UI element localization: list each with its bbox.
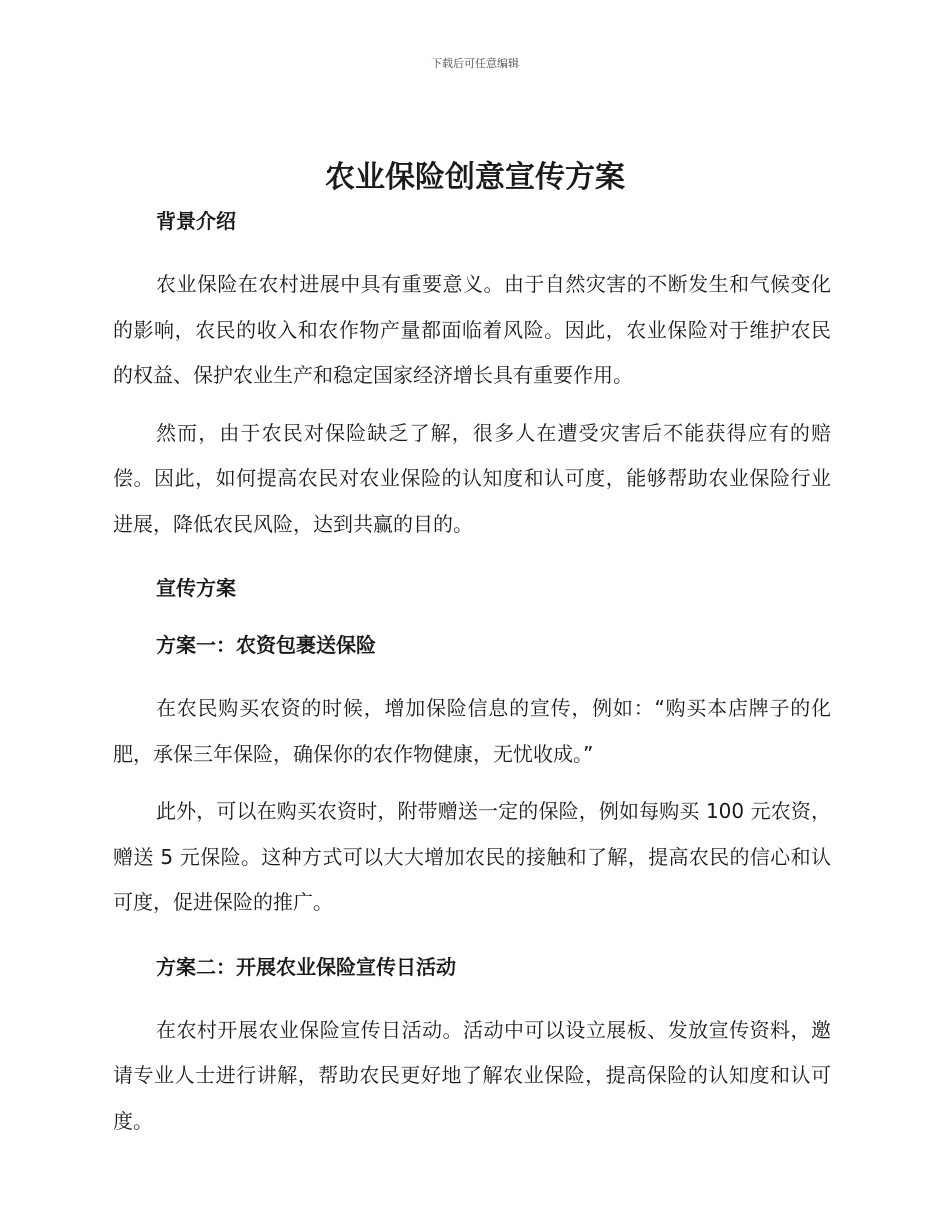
document-body (113, 205, 831, 1144)
document-title: 农业保险创意宣传方案 (325, 160, 625, 195)
section-heading-plans: 宣传方案 (156, 576, 236, 600)
paragraph-plan2-1: 在农村开展农业保险宣传日活动。活动中可以设立展板、发放宣传资料，邀请专业人士进行讲解，帮助农民更好地了解农业保险，提高保险的认知度和认可度。 (113, 1017, 831, 1133)
plan2-heading: 方案二：开展农业保险宣传日活动 (156, 954, 456, 979)
paragraph-background-2: 然而，由于农民对保险缺乏了解，很多人在遭受灾害后不能获得应有的赔偿。因此，如何提高农民对农业保险的认知度和认可度，能够帮助农业保险行业进展，降低农民风险，达到共赢的目的。 (113, 420, 831, 536)
paragraph-background-1: 农业保险在农村进展中具有重要意义。由于自然灾害的不断发生和气候变化的影响，农民的收入和农作物产量都面临着风险。因此，农业保险对于维护农民的权益、保护农业生产和稳定国家经济增长具有重要作用。 (113, 272, 831, 387)
paragraph-plan1-2: 此外，可以在购买农资时，附带赠送一定的保险，例如每购买 100 元农资，赠送 5 元保险。这种方式可以大大增加农民的接触和了解，提高农民的信心和认可度，促进保险的推广。 (113, 799, 831, 914)
paragraph-plan1-1: 在农民购买农资的时候，增加保险信息的宣传，例如：“购买本店牌子的化肥，承保三年保险，确保你的农作物健康，无忧收成。” (113, 696, 831, 766)
plan1-heading: 方案一：农资包裹送保险 (156, 633, 376, 657)
section-heading-background: 背景介绍 (156, 209, 236, 233)
header-note: 下载后可任意编辑 (431, 57, 519, 70)
